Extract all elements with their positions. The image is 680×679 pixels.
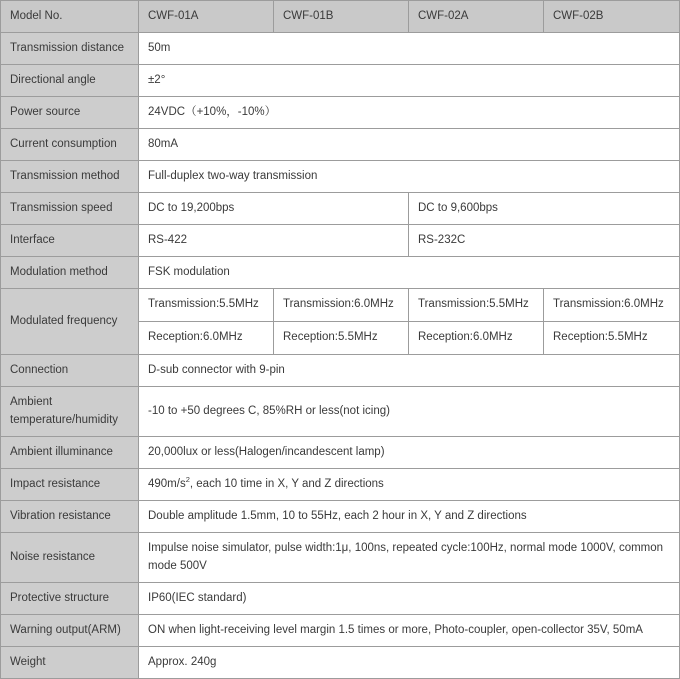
table-row [1,33,680,65]
row-value-impact-resistance [139,469,680,501]
row-label-noise-resistance: Noise resistance [1,533,139,583]
table-row [1,225,680,257]
table-row [1,437,680,469]
row-value-interface-cwf-01: RS-422 [139,225,409,257]
row-value-modulated-reception-cwf-02b: Reception:5.5MHz [544,322,680,355]
impact-resistance-superscript: 2 [185,474,190,484]
row-label-impact-resistance: Impact resistance [1,469,139,501]
row-value-transmission-speed-cwf-01: DC to 19,200bps [139,193,409,225]
header-model-cwf-02b: CWF-02B [544,1,680,33]
table-row [1,469,680,501]
row-value-connection: D-sub connector with 9-pin [139,355,680,387]
header-label-model-no: Model No. [1,1,139,33]
table-row [1,647,680,679]
row-label-transmission-distance: Transmission distance [1,33,139,65]
row-value-directional-angle: ±2° [139,65,680,97]
row-value-interface-cwf-02: RS-232C [409,225,680,257]
row-label-interface: Interface [1,225,139,257]
row-value-ambient-illuminance: 20,000lux or less(Halogen/incandescent lamp) [139,437,680,469]
row-value-transmission-method: Full-duplex two-way transmission [139,161,680,193]
row-label-warning-output: Warning output(ARM) [1,615,139,647]
table-row [1,65,680,97]
table-row [1,533,680,583]
table-row [1,615,680,647]
row-value-noise-resistance: Impulse noise simulator, pulse width:1μ, 100ns, repeated cycle:100Hz, normal mode 1000V, common mode 500V [139,533,680,583]
table-row [1,257,680,289]
row-label-transmission-method: Transmission method [1,161,139,193]
table-row [1,387,680,437]
table-row [1,355,680,387]
row-value-modulated-transmission-cwf-01a: Transmission:5.5MHz [139,289,274,322]
row-value-protective-structure: IP60(IEC standard) [139,583,680,615]
table-row [1,583,680,615]
row-label-current-consumption: Current consumption [1,129,139,161]
row-value-modulated-transmission-cwf-01b: Transmission:6.0MHz [274,289,409,322]
row-value-transmission-distance: 50m [139,33,680,65]
row-label-directional-angle: Directional angle [1,65,139,97]
row-value-warning-output: ON when light-receiving level margin 1.5 times or more, Photo-coupler, open-collector 35V, 50mA [139,615,680,647]
row-value-modulated-transmission-cwf-02a: Transmission:5.5MHz [409,289,544,322]
row-label-modulated-frequency: Modulated frequency [1,289,139,355]
row-value-vibration-resistance: Double amplitude 1.5mm, 10 to 55Hz, each 2 hour in X, Y and Z directions [139,501,680,533]
row-value-ambient-temperature-humidity: -10 to +50 degrees C, 85%RH or less(not icing) [139,387,680,437]
row-value-weight: Approx. 240g [139,647,680,679]
table-row [1,161,680,193]
table-row [1,129,680,161]
row-label-vibration-resistance: Vibration resistance [1,501,139,533]
row-label-transmission-speed: Transmission speed [1,193,139,225]
row-value-modulated-reception-cwf-01a: Reception:6.0MHz [139,322,274,355]
impact-resistance-pre: 490m/s [148,477,186,490]
table-header-row [1,1,680,33]
row-label-connection: Connection [1,355,139,387]
row-label-power-source: Power source [1,97,139,129]
row-value-transmission-speed-cwf-02: DC to 9,600bps [409,193,680,225]
row-label-ambient-temperature-humidity: Ambient temperature/humidity [1,387,139,437]
row-label-ambient-illuminance: Ambient illuminance [1,437,139,469]
row-label-weight: Weight [1,647,139,679]
row-value-modulation-method: FSK modulation [139,257,680,289]
row-value-current-consumption: 80mA [139,129,680,161]
table-row [1,193,680,225]
header-model-cwf-01b: CWF-01B [274,1,409,33]
header-model-cwf-01a: CWF-01A [139,1,274,33]
impact-resistance-post: , each 10 time in X, Y and Z directions [189,477,384,490]
row-value-power-source: 24VDC（+10%，-10%） [139,97,680,129]
table-row [1,289,680,322]
header-model-cwf-02a: CWF-02A [409,1,544,33]
row-label-protective-structure: Protective structure [1,583,139,615]
table-row [1,501,680,533]
table-row [1,97,680,129]
row-label-modulation-method: Modulation method [1,257,139,289]
row-value-modulated-reception-cwf-01b: Reception:5.5MHz [274,322,409,355]
row-value-modulated-transmission-cwf-02b: Transmission:6.0MHz [544,289,680,322]
row-value-modulated-reception-cwf-02a: Reception:6.0MHz [409,322,544,355]
